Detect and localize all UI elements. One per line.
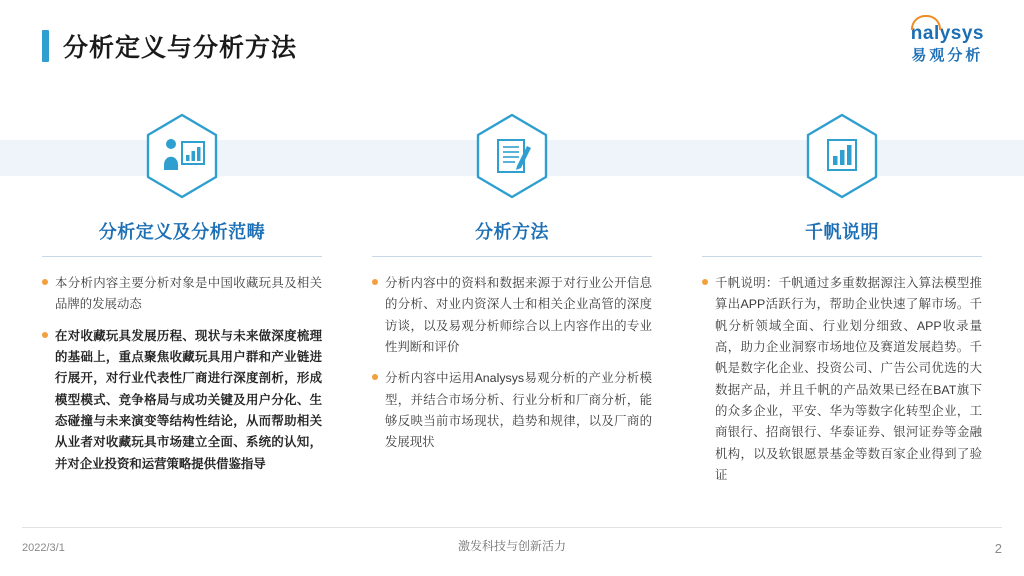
- person-chart-hex-icon: [143, 112, 221, 200]
- page-number: 2: [994, 541, 1002, 556]
- bullet-dot-icon: [372, 279, 378, 285]
- column-analysis-method: [372, 112, 652, 496]
- bullet-list: [702, 273, 982, 496]
- footer-date: 2022/3/1: [22, 542, 65, 554]
- logo-arc-icon: [911, 15, 941, 30]
- bullet-dot-icon: [702, 279, 708, 285]
- column-qianfan-note: [702, 112, 982, 496]
- list-item: [702, 273, 982, 486]
- slide-header: [42, 28, 297, 64]
- column-title: 分析定义及分析范畴: [98, 222, 266, 242]
- logo-wordmark: [911, 22, 984, 46]
- analysys-logo: [911, 22, 984, 66]
- bullet-text: 在对收藏玩具发展历程、现状与未来做深度梳理的基础上，重点聚焦收藏玩具用户群和产业链进行展开，对行业代表性厂商进行深度剖析，形成模型模式、竞争格局与成功关键及用户分化、生态碰撞与未来演变等结构性结论，从而帮助相关从业者对收藏玩具市场建立全面、系统的认知，并对企业投资和运营策略提供借鉴指导: [55, 328, 322, 471]
- bullet-text: 本分析内容主要分析对象是中国收藏玩具及相关品牌的发展动态: [55, 276, 322, 312]
- logo-sub-text: 易观分析: [911, 46, 984, 64]
- list-item: [372, 368, 652, 453]
- bullet-list: [42, 273, 322, 485]
- column-title: 千帆说明: [805, 222, 879, 242]
- column-title: 分析方法: [475, 222, 549, 242]
- bullet-text: 分析内容中的资料和数据来源于对行业公开信息的分析、对业内资深人士和相关企业高管的深度访谈，以及易观分析师综合以上内容作出的专业性判断和评价: [385, 276, 652, 354]
- bullet-list: [372, 273, 652, 464]
- list-item: [372, 273, 652, 358]
- column-divider: [42, 256, 322, 257]
- bullet-text: 分析内容中运用Analysys易观分析的产业分析模型，并结合市场分析、行业分析和厂商分析，能够反映当前市场现状，趋势和规律，以及厂商的发展现状: [385, 371, 652, 450]
- title-accent-bar: [42, 30, 49, 62]
- list-item: [42, 326, 322, 475]
- bullet-dot-icon: [42, 279, 48, 285]
- footer-divider: [22, 527, 1002, 528]
- page-title: 分析定义与分析方法: [63, 34, 298, 62]
- bullet-dot-icon: [42, 332, 48, 338]
- bullet-dot-icon: [372, 374, 378, 380]
- content-columns: [42, 112, 982, 496]
- footer-slogan: 激发科技与创新活力: [457, 539, 566, 553]
- column-analysis-definition: [42, 112, 322, 496]
- list-item: [42, 273, 322, 316]
- bar-chart-hex-icon: [803, 112, 881, 200]
- column-divider: [702, 256, 982, 257]
- document-pen-hex-icon: [473, 112, 551, 200]
- bullet-text: 千帆说明：千帆通过多重数据源注入算法模型推算出APP活跃行为，帮助企业快速了解市场。千帆分析领域全面、行业划分细致、APP收录量高，助力企业洞察市场地位及赛道发展趋势。千帆是数字化企业、投资公司、广告公司优选的大数据产品，并且千帆的产品效果已经在BAT旗下的众多企业，平安、华为等数字化转型企业，工商银行、招商银行、华泰证券、银河证券等金融机构，以及软银愿景基金等数百家企业得到了验证: [715, 276, 982, 482]
- column-divider: [372, 256, 652, 257]
- logo-main-text: nalysys: [910, 23, 984, 44]
